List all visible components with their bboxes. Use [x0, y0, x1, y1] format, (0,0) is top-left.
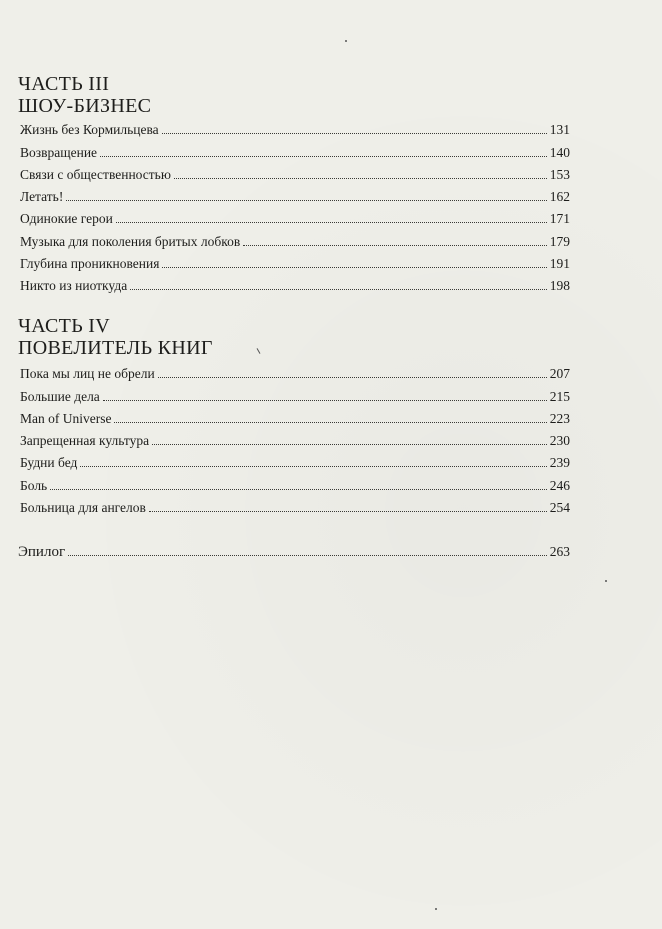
dot-leader: [116, 222, 547, 223]
toc-entry[interactable]: [20, 272, 570, 294]
part-section: [18, 73, 578, 117]
entry-title: Эпилог: [18, 544, 66, 560]
toc-entry[interactable]: [20, 250, 570, 272]
entry-title: Жизнь без Кормильцева: [20, 122, 159, 138]
entry-page-number: 207: [549, 366, 570, 382]
toc-entry[interactable]: [20, 161, 570, 183]
entry-page-number: 191: [549, 256, 570, 272]
toc-entry[interactable]: [20, 205, 570, 227]
dot-leader: [68, 555, 547, 556]
toc-entry[interactable]: [20, 183, 570, 205]
toc-entry[interactable]: [20, 382, 570, 404]
entry-page-number: 254: [549, 500, 570, 516]
entry-page-number: 140: [549, 144, 570, 160]
toc-entry-epilogue[interactable]: [18, 538, 570, 560]
entry-page-number: 223: [549, 410, 570, 426]
dot-leader: [149, 511, 547, 512]
entry-title: Боль: [20, 477, 48, 493]
dot-leader: [162, 133, 547, 134]
entry-title: Пока мы лиц не обрели: [20, 366, 155, 382]
entry-page-number: 198: [549, 278, 570, 294]
dot-leader: [100, 156, 547, 157]
entry-title: Возвращение: [20, 144, 98, 160]
toc-entries: [20, 360, 570, 516]
entry-page-number: 239: [549, 455, 570, 471]
part-number: ЧАСТЬ IV: [18, 315, 110, 337]
entry-page-number: 171: [549, 211, 570, 227]
epilogue-block: [18, 538, 570, 560]
part-section: [18, 315, 578, 359]
dot-leader: [80, 466, 546, 467]
entry-page-number: 263: [549, 544, 570, 559]
toc-entries: [20, 116, 570, 294]
paper-speck: [345, 40, 347, 42]
entry-page-number: 246: [549, 477, 570, 493]
dot-leader: [174, 178, 547, 179]
entry-page-number: 162: [549, 189, 570, 205]
entry-title: Будни бед: [20, 455, 78, 471]
entry-page-number: 131: [549, 122, 570, 138]
paper-speck: [435, 908, 437, 910]
paper-speck: [605, 580, 607, 582]
toc-entry[interactable]: [20, 138, 570, 160]
entry-page-number: 153: [549, 166, 570, 182]
toc-entry[interactable]: [20, 449, 570, 471]
entry-title: Большие дела: [20, 388, 100, 404]
entry-title: Летать!: [20, 189, 64, 205]
entry-title: Глубина проникновения: [20, 256, 160, 272]
toc-entry[interactable]: [20, 427, 570, 449]
dot-leader: [130, 289, 547, 290]
dot-leader: [66, 200, 546, 201]
toc-entry[interactable]: [20, 227, 570, 249]
entry-title: Музыка для поколения бритых лобков: [20, 233, 241, 249]
entry-title: Запрещенная культура: [20, 433, 150, 449]
toc-entry[interactable]: [20, 405, 570, 427]
toc-entry[interactable]: [20, 471, 570, 493]
entry-title: Больница для ангелов: [20, 500, 146, 516]
dot-leader: [158, 377, 547, 378]
part-number: ЧАСТЬ III: [18, 73, 110, 95]
toc-entry[interactable]: [20, 494, 570, 516]
part-title: ПОВЕЛИТЕЛЬ КНИГ: [18, 337, 213, 359]
entry-page-number: 230: [549, 433, 570, 449]
dot-leader: [152, 444, 547, 445]
dot-leader: [50, 489, 547, 490]
toc-entry[interactable]: [20, 360, 570, 382]
entry-title: Никто из ниоткуда: [20, 278, 128, 294]
entry-title: Одинокие герои: [20, 211, 113, 227]
dot-leader: [103, 400, 547, 401]
entry-page-number: 179: [549, 233, 570, 249]
dot-leader: [162, 267, 546, 268]
entry-title: Man of Universe: [20, 410, 112, 426]
entry-title: Связи с общественностью: [20, 166, 171, 182]
toc-entry[interactable]: [20, 116, 570, 138]
part-title: ШОУ-БИЗНЕС: [18, 95, 152, 117]
entry-page-number: 215: [549, 388, 570, 404]
dot-leader: [114, 422, 546, 423]
dot-leader: [243, 245, 547, 246]
